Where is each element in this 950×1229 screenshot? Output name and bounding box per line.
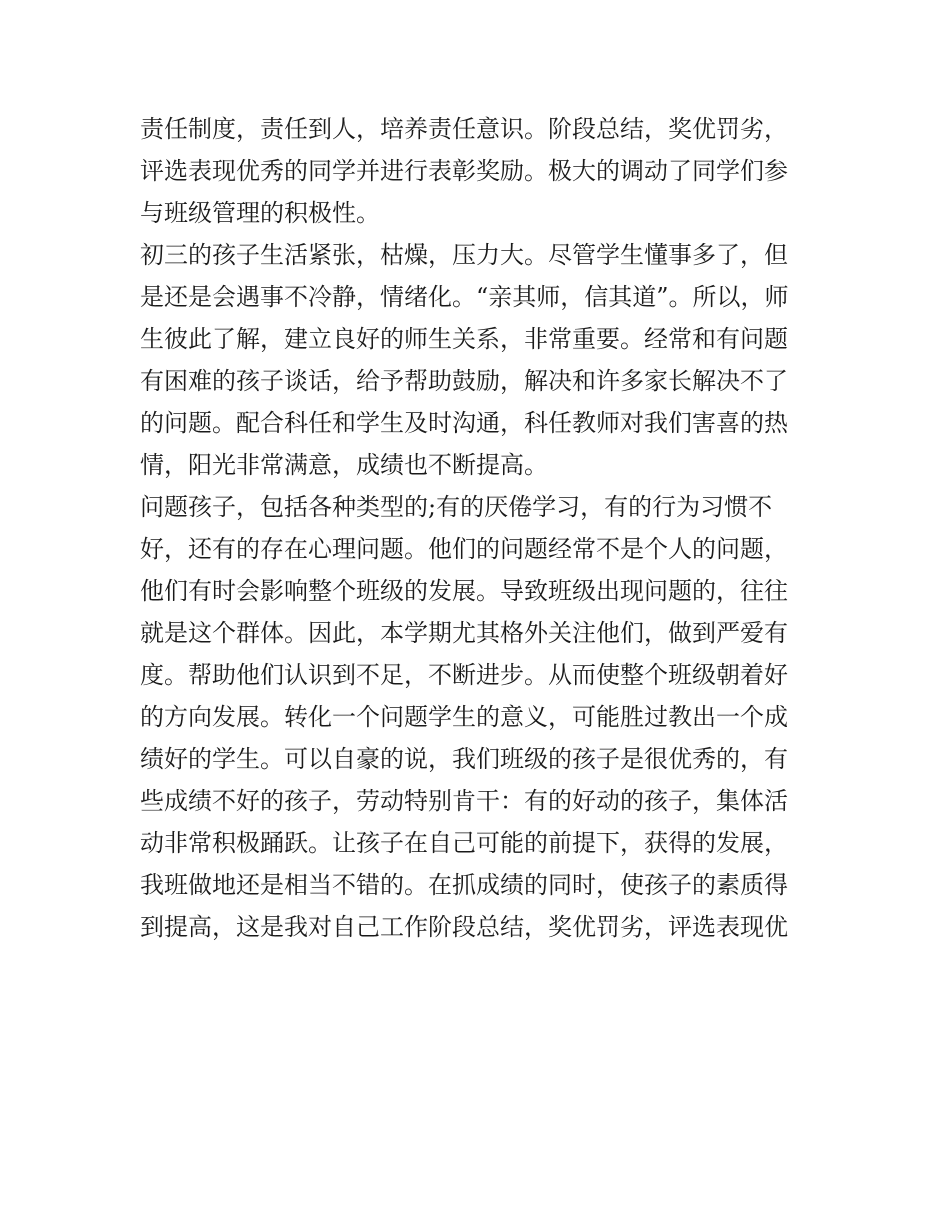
text-line: 问题孩子，包括各种类型的;有的厌倦学习，有的行为习惯不 bbox=[140, 493, 773, 521]
text-line: 是还是会遇事不冷静，情绪化。“亲其师，信其道”。所以，师 bbox=[140, 283, 789, 311]
text-line: 到提高，这是我对自己工作阶段总结，奖优罚劣，评选表现优 bbox=[140, 913, 788, 941]
text-line: 我班做地还是相当不错的。在抓成绩的同时，使孩子的素质得 bbox=[140, 871, 788, 899]
text-line: 他们有时会影响整个班级的发展。导致班级出现问题的，往往 bbox=[140, 577, 788, 605]
text-line: 绩好的学生。可以自豪的说，我们班级的孩子是很优秀的，有 bbox=[140, 745, 788, 773]
text-line: 与班级管理的积极性。 bbox=[140, 199, 380, 227]
text-line: 生彼此了解，建立良好的师生关系，非常重要。经常和有问题 bbox=[140, 325, 788, 353]
text-line: 评选表现优秀的同学并进行表彰奖励。极大的调动了同学们参 bbox=[140, 157, 788, 185]
text-line: 有困难的孩子谈话，给予帮助鼓励，解决和许多家长解决不了 bbox=[140, 367, 788, 395]
text-line: 的问题。配合科任和学生及时沟通，科任教师对我们害喜的热 bbox=[140, 409, 788, 437]
text-line: 的方向发展。转化一个问题学生的意义，可能胜过教出一个成 bbox=[140, 703, 788, 731]
text-line: 情，阳光非常满意，成绩也不断提高。 bbox=[140, 451, 548, 479]
body-text bbox=[140, 108, 812, 948]
text-line: 些成绩不好的孩子，劳动特别肯干：有的好动的孩子，集体活 bbox=[140, 787, 788, 815]
text-line: 好，还有的存在心理问题。他们的问题经常不是个人的问题， bbox=[140, 535, 788, 563]
text-line: 度。帮助他们认识到不足，不断进步。从而使整个班级朝着好 bbox=[140, 661, 788, 689]
text-line: 责任制度，责任到人，培养责任意识。阶段总结，奖优罚劣， bbox=[140, 115, 788, 143]
text-line: 动非常积极踊跃。让孩子在自己可能的前提下，获得的发展， bbox=[140, 829, 788, 857]
text-line: 就是这个群体。因此，本学期尤其格外关注他们，做到严爱有 bbox=[140, 619, 788, 647]
text-line: 初三的孩子生活紧张，枯燥，压力大。尽管学生懂事多了，但 bbox=[140, 241, 788, 269]
